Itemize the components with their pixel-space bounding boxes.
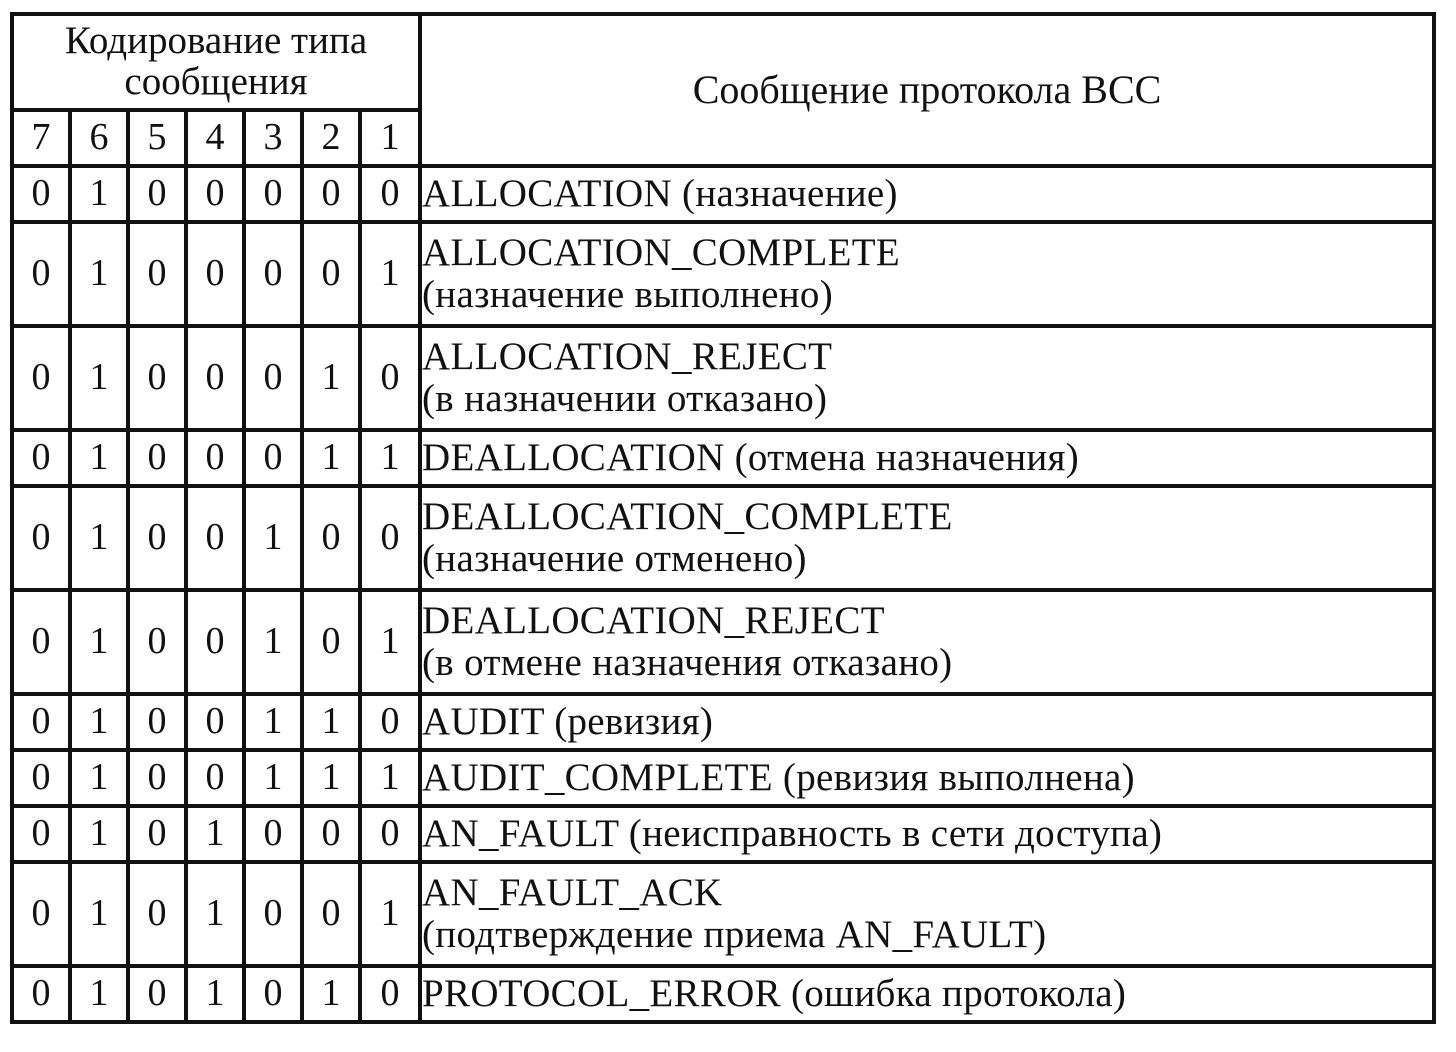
table-row xyxy=(12,222,1434,326)
message-description: (неисправность в сети доступа) xyxy=(628,811,1163,855)
table-row xyxy=(12,590,1434,694)
message-name: AN_FAULT xyxy=(422,811,619,855)
message-cell xyxy=(420,966,1434,1022)
bit-cell: 0 xyxy=(302,166,360,222)
message-description: (ревизия) xyxy=(554,699,714,743)
bit-cell: 0 xyxy=(12,966,70,1022)
bit-cell: 0 xyxy=(12,694,70,750)
bit-cell: 0 xyxy=(12,222,70,326)
bit-cell: 0 xyxy=(186,222,244,326)
message-description: (назначение выполнено) xyxy=(422,273,834,316)
bit-cell: 0 xyxy=(128,806,186,862)
bit-cell: 0 xyxy=(244,430,302,486)
bit-header-1: 1 xyxy=(360,110,420,166)
bit-cell: 1 xyxy=(302,326,360,430)
document-page xyxy=(10,12,1444,1042)
bit-cell: 1 xyxy=(70,166,128,222)
bit-cell: 1 xyxy=(360,862,420,966)
bit-cell: 0 xyxy=(12,750,70,806)
bit-cell: 0 xyxy=(12,486,70,590)
message-name: PROTOCOL_ERROR xyxy=(422,971,781,1015)
bit-header-2: 2 xyxy=(302,110,360,166)
bit-cell: 1 xyxy=(360,590,420,694)
bit-cell: 1 xyxy=(70,430,128,486)
message-description: (назначение) xyxy=(682,171,898,215)
bit-cell: 1 xyxy=(70,590,128,694)
bit-cell: 0 xyxy=(302,862,360,966)
bit-cell: 0 xyxy=(186,486,244,590)
bit-cell: 0 xyxy=(186,590,244,694)
message-cell xyxy=(420,694,1434,750)
message-description: (подтверждение приема AN_FAULT) xyxy=(422,913,1047,956)
message-description: (отмена назначения) xyxy=(734,435,1080,479)
message-cell xyxy=(420,430,1434,486)
bit-cell: 0 xyxy=(128,590,186,694)
bit-cell: 0 xyxy=(12,166,70,222)
bit-cell: 1 xyxy=(244,486,302,590)
message-name: AN_FAULT_ACK xyxy=(422,870,723,914)
message-cell xyxy=(420,862,1434,966)
bit-cell: 0 xyxy=(12,806,70,862)
bit-cell: 0 xyxy=(128,966,186,1022)
bit-cell: 0 xyxy=(12,590,70,694)
message-name: AUDIT xyxy=(422,699,545,743)
bit-cell: 1 xyxy=(360,430,420,486)
bit-cell: 1 xyxy=(186,806,244,862)
table-row xyxy=(12,966,1434,1022)
message-type-coding-header: Кодирование типа сообщения xyxy=(12,14,420,110)
bit-cell: 0 xyxy=(360,166,420,222)
bit-header-4: 4 xyxy=(186,110,244,166)
bit-header-6: 6 xyxy=(70,110,128,166)
bit-cell: 1 xyxy=(302,694,360,750)
message-cell xyxy=(420,590,1434,694)
table-row xyxy=(12,486,1434,590)
bit-header-5: 5 xyxy=(128,110,186,166)
bit-cell: 0 xyxy=(360,806,420,862)
message-cell xyxy=(420,222,1434,326)
message-cell xyxy=(420,166,1434,222)
bit-cell: 0 xyxy=(244,326,302,430)
bit-cell: 1 xyxy=(244,694,302,750)
bit-cell: 0 xyxy=(360,486,420,590)
bit-cell: 0 xyxy=(12,862,70,966)
message-description: (ошибка протокола) xyxy=(790,971,1127,1015)
message-description: (в отмене назначения отказано) xyxy=(422,641,953,684)
bit-cell: 1 xyxy=(244,590,302,694)
bit-cell: 0 xyxy=(12,326,70,430)
bit-header-7: 7 xyxy=(12,110,70,166)
bit-cell: 0 xyxy=(128,694,186,750)
message-cell xyxy=(420,326,1434,430)
bit-cell: 1 xyxy=(360,750,420,806)
bit-cell: 1 xyxy=(70,750,128,806)
bit-cell: 0 xyxy=(186,430,244,486)
bit-cell: 0 xyxy=(244,222,302,326)
message-description: (в назначении отказано) xyxy=(422,377,828,420)
message-name: AUDIT_COMPLETE xyxy=(422,755,773,799)
bit-cell: 0 xyxy=(302,806,360,862)
bit-cell: 1 xyxy=(302,966,360,1022)
bit-cell: 0 xyxy=(360,966,420,1022)
bit-cell: 1 xyxy=(244,750,302,806)
table-row xyxy=(12,166,1434,222)
bit-cell: 0 xyxy=(128,326,186,430)
bit-cell: 0 xyxy=(244,966,302,1022)
bit-cell: 0 xyxy=(302,590,360,694)
table-row xyxy=(12,806,1434,862)
bit-cell: 0 xyxy=(244,806,302,862)
bit-cell: 1 xyxy=(70,222,128,326)
bit-cell: 0 xyxy=(186,166,244,222)
bit-cell: 1 xyxy=(70,966,128,1022)
bit-cell: 0 xyxy=(360,326,420,430)
bit-cell: 1 xyxy=(302,750,360,806)
table-row xyxy=(12,862,1434,966)
bcc-message-header: Сообщение протокола BCC xyxy=(420,14,1434,166)
bit-cell: 1 xyxy=(70,806,128,862)
bit-cell: 0 xyxy=(244,862,302,966)
message-name: ALLOCATION_COMPLETE xyxy=(422,230,901,274)
bit-cell: 0 xyxy=(128,430,186,486)
message-name: DEALLOCATION_COMPLETE xyxy=(422,494,953,538)
bit-cell: 0 xyxy=(360,694,420,750)
bcc-message-table xyxy=(10,12,1436,1024)
message-name: ALLOCATION_REJECT xyxy=(422,334,833,378)
table-row xyxy=(12,694,1434,750)
message-cell xyxy=(420,806,1434,862)
bit-cell: 0 xyxy=(186,750,244,806)
bit-cell: 0 xyxy=(244,166,302,222)
bit-cell: 1 xyxy=(360,222,420,326)
table-row xyxy=(12,326,1434,430)
message-name: DEALLOCATION_REJECT xyxy=(422,598,885,642)
bit-cell: 1 xyxy=(302,430,360,486)
message-cell xyxy=(420,750,1434,806)
bit-cell: 1 xyxy=(70,326,128,430)
bit-cell: 0 xyxy=(302,222,360,326)
bit-cell: 0 xyxy=(128,486,186,590)
bit-cell: 1 xyxy=(186,862,244,966)
bit-cell: 0 xyxy=(302,486,360,590)
message-description: (ревизия выполнена) xyxy=(782,755,1135,799)
message-description: (назначение отменено) xyxy=(422,537,807,580)
bit-cell: 0 xyxy=(12,430,70,486)
table-body xyxy=(12,166,1434,1022)
message-name: ALLOCATION xyxy=(422,171,672,215)
bit-cell: 1 xyxy=(70,486,128,590)
message-cell xyxy=(420,486,1434,590)
bit-cell: 0 xyxy=(128,222,186,326)
bit-cell: 0 xyxy=(128,862,186,966)
table-row xyxy=(12,750,1434,806)
bit-cell: 1 xyxy=(186,966,244,1022)
message-name: DEALLOCATION xyxy=(422,435,725,479)
bit-cell: 0 xyxy=(128,166,186,222)
bit-cell: 0 xyxy=(186,326,244,430)
bit-cell: 1 xyxy=(70,862,128,966)
bit-cell: 0 xyxy=(128,750,186,806)
bit-cell: 0 xyxy=(186,694,244,750)
bit-header-3: 3 xyxy=(244,110,302,166)
bit-cell: 1 xyxy=(70,694,128,750)
table-row xyxy=(12,430,1434,486)
